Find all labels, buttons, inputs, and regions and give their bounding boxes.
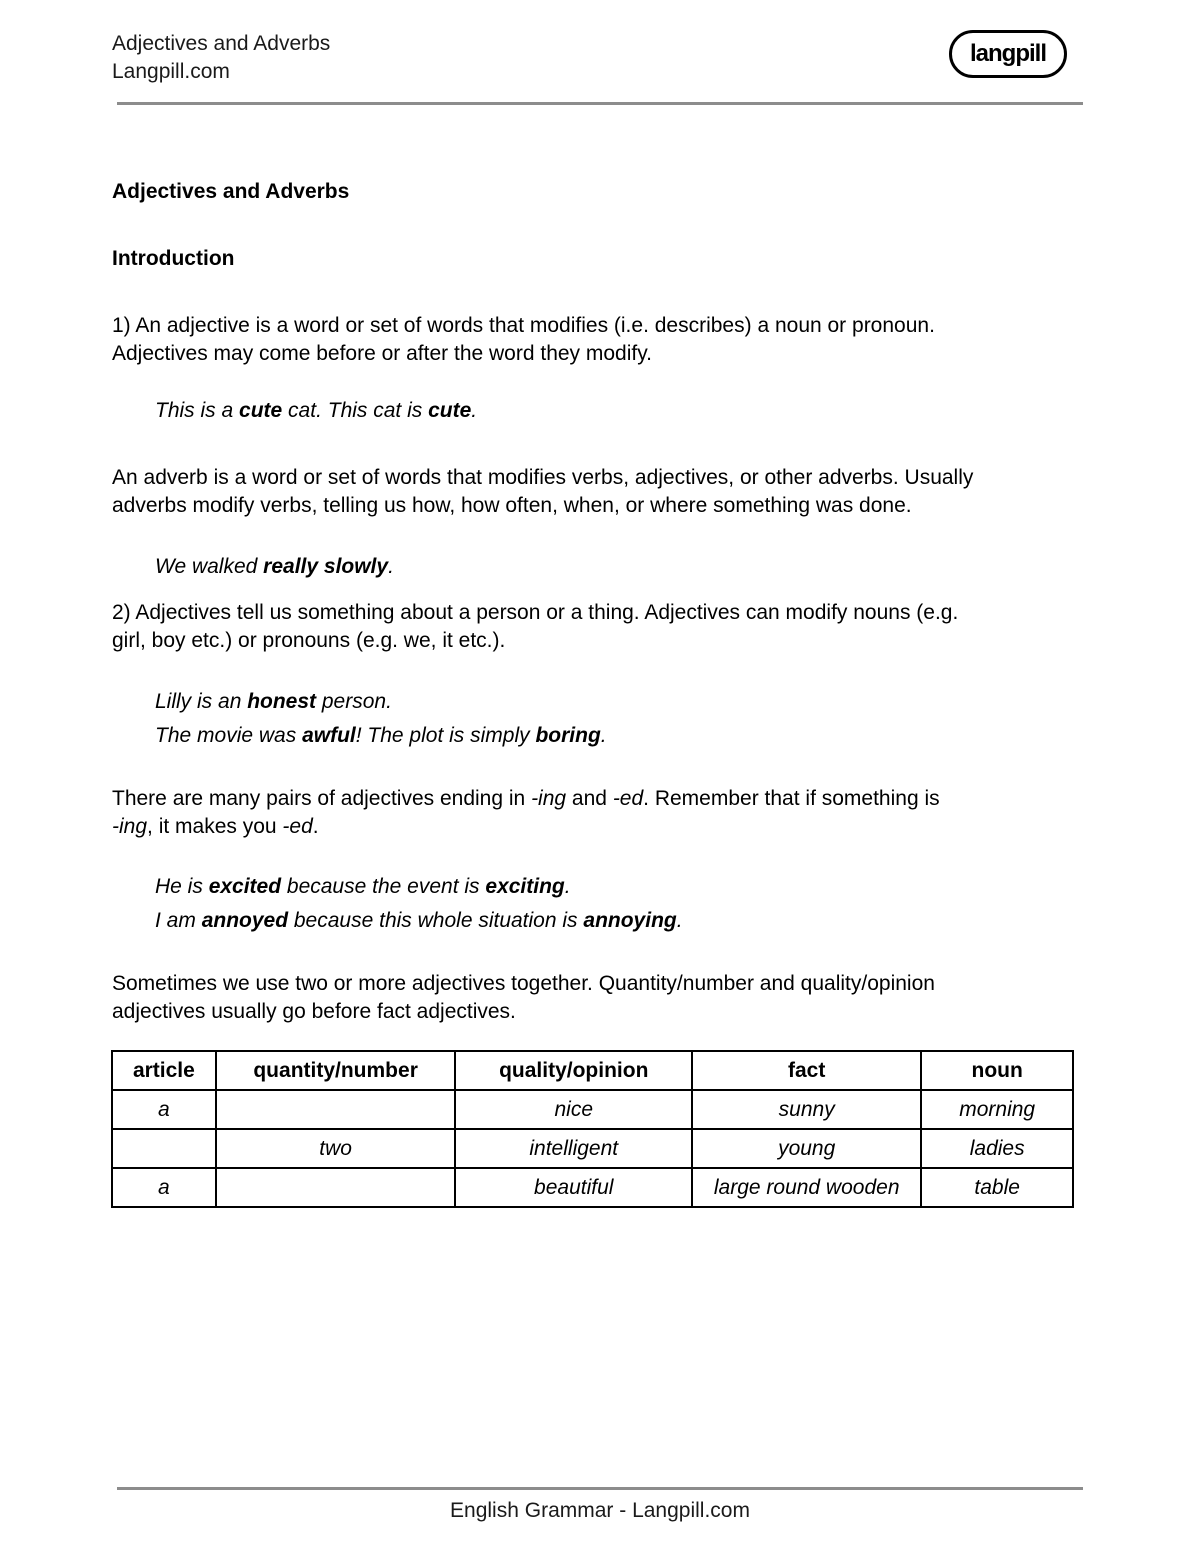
column-header-quality-opinion: quality/opinion bbox=[455, 1051, 692, 1090]
example-cute-cat bbox=[155, 397, 477, 425]
example-keyword: awful bbox=[302, 724, 356, 747]
paragraph-adjective-order bbox=[112, 970, 1092, 1026]
paragraph-line: 2) Adjectives tell us something about a person or a thing. Adjectives can modify nouns (e.g. bbox=[112, 601, 959, 624]
table-header-row bbox=[112, 1051, 1073, 1090]
example-text: He is bbox=[155, 875, 209, 898]
table-cell: two bbox=[216, 1129, 456, 1168]
table-cell: table bbox=[921, 1168, 1073, 1207]
example-text: I am bbox=[155, 909, 202, 932]
table-cell: beautiful bbox=[455, 1168, 692, 1207]
table-cell: young bbox=[692, 1129, 921, 1168]
column-header-article: article bbox=[112, 1051, 216, 1090]
section-heading: Introduction bbox=[112, 247, 235, 270]
example-text: . bbox=[388, 555, 394, 578]
paragraph-line: adjectives usually go before fact adjectives. bbox=[112, 1000, 516, 1023]
example-text: We walked bbox=[155, 555, 264, 578]
document-title: Adjectives and Adverbs bbox=[112, 180, 350, 203]
example-text: This is a bbox=[155, 399, 240, 422]
table-row bbox=[112, 1129, 1073, 1168]
table-cell: large round wooden bbox=[692, 1168, 921, 1207]
table-cell bbox=[216, 1168, 456, 1207]
table-row bbox=[112, 1168, 1073, 1207]
paragraph-adjective-definition bbox=[112, 312, 1092, 368]
column-header-fact: fact bbox=[692, 1051, 921, 1090]
example-keyword: annoying bbox=[583, 909, 677, 932]
example-text: cat. This cat is bbox=[282, 399, 429, 422]
example-text: . bbox=[676, 909, 683, 932]
example-text: ! The plot is simply bbox=[355, 724, 536, 747]
paragraph-line: Adjectives may come before or after the word they modify. bbox=[112, 342, 653, 365]
example-text: person. bbox=[316, 690, 392, 713]
example-text: . bbox=[564, 875, 571, 898]
table-cell bbox=[112, 1129, 216, 1168]
example-text: . bbox=[471, 399, 478, 422]
header-divider bbox=[117, 102, 1083, 105]
example-keyword: really slowly bbox=[263, 555, 389, 578]
table-cell: sunny bbox=[692, 1090, 921, 1129]
table-cell: ladies bbox=[921, 1129, 1073, 1168]
paragraph-line: -ing, it makes you -ed. bbox=[112, 815, 319, 838]
column-header-quantity-number: quantity/number bbox=[216, 1051, 456, 1090]
table-cell bbox=[216, 1090, 456, 1129]
paragraph-line: girl, boy etc.) or pronouns (e.g. we, it etc.). bbox=[112, 629, 506, 652]
example-excited-exciting bbox=[155, 873, 571, 901]
paragraph-ing-ed-pairs bbox=[112, 785, 1092, 841]
table-cell: a bbox=[112, 1168, 216, 1207]
paragraph-line: An adverb is a word or set of words that modifies verbs, adjectives, or other adverbs. Usually bbox=[112, 466, 974, 489]
paragraph-line: 1) An adjective is a word or set of words that modifies (i.e. describes) a noun or pronoun. bbox=[112, 314, 935, 337]
header-title: Adjectives and Adverbs bbox=[112, 32, 331, 55]
paragraph-adjective-usage bbox=[112, 599, 1092, 655]
table-row bbox=[112, 1090, 1073, 1129]
header-site: Langpill.com bbox=[112, 60, 230, 83]
example-keyword: exciting bbox=[485, 875, 565, 898]
table-cell: a bbox=[112, 1090, 216, 1129]
example-keyword: cute bbox=[428, 399, 472, 422]
column-header-noun: noun bbox=[921, 1051, 1073, 1090]
footer-divider bbox=[117, 1487, 1083, 1490]
paragraph-line: There are many pairs of adjectives ending in -ing and -ed. Remember that if something is bbox=[112, 787, 940, 810]
example-movie-awful bbox=[155, 722, 607, 750]
example-keyword: cute bbox=[239, 399, 283, 422]
example-text: because the event is bbox=[281, 875, 486, 898]
example-honest-person bbox=[155, 688, 392, 716]
logo-text: langpill bbox=[970, 40, 1046, 67]
table-cell: nice bbox=[455, 1090, 692, 1129]
example-text: Lilly is an bbox=[155, 690, 248, 713]
example-text: because this whole situation is bbox=[288, 909, 584, 932]
adjective-order-table bbox=[111, 1050, 1074, 1208]
example-keyword: boring bbox=[535, 724, 601, 747]
paragraph-line: Sometimes we use two or more adjectives together. Quantity/number and quality/opinion bbox=[112, 972, 935, 995]
table-cell: intelligent bbox=[455, 1129, 692, 1168]
example-text: . bbox=[600, 724, 607, 747]
table-cell: morning bbox=[921, 1090, 1073, 1129]
example-walked-slowly bbox=[155, 553, 394, 581]
example-keyword: honest bbox=[247, 690, 317, 713]
footer-text: English Grammar - Langpill.com bbox=[450, 1499, 750, 1522]
langpill-logo bbox=[949, 30, 1067, 78]
example-text: The movie was bbox=[155, 724, 303, 747]
paragraph-line: adverbs modify verbs, telling us how, how often, when, or where something was done. bbox=[112, 494, 912, 517]
example-keyword: annoyed bbox=[201, 909, 289, 932]
paragraph-adverb-definition bbox=[112, 464, 1092, 520]
example-annoyed-annoying bbox=[155, 907, 683, 935]
example-keyword: excited bbox=[208, 875, 282, 898]
